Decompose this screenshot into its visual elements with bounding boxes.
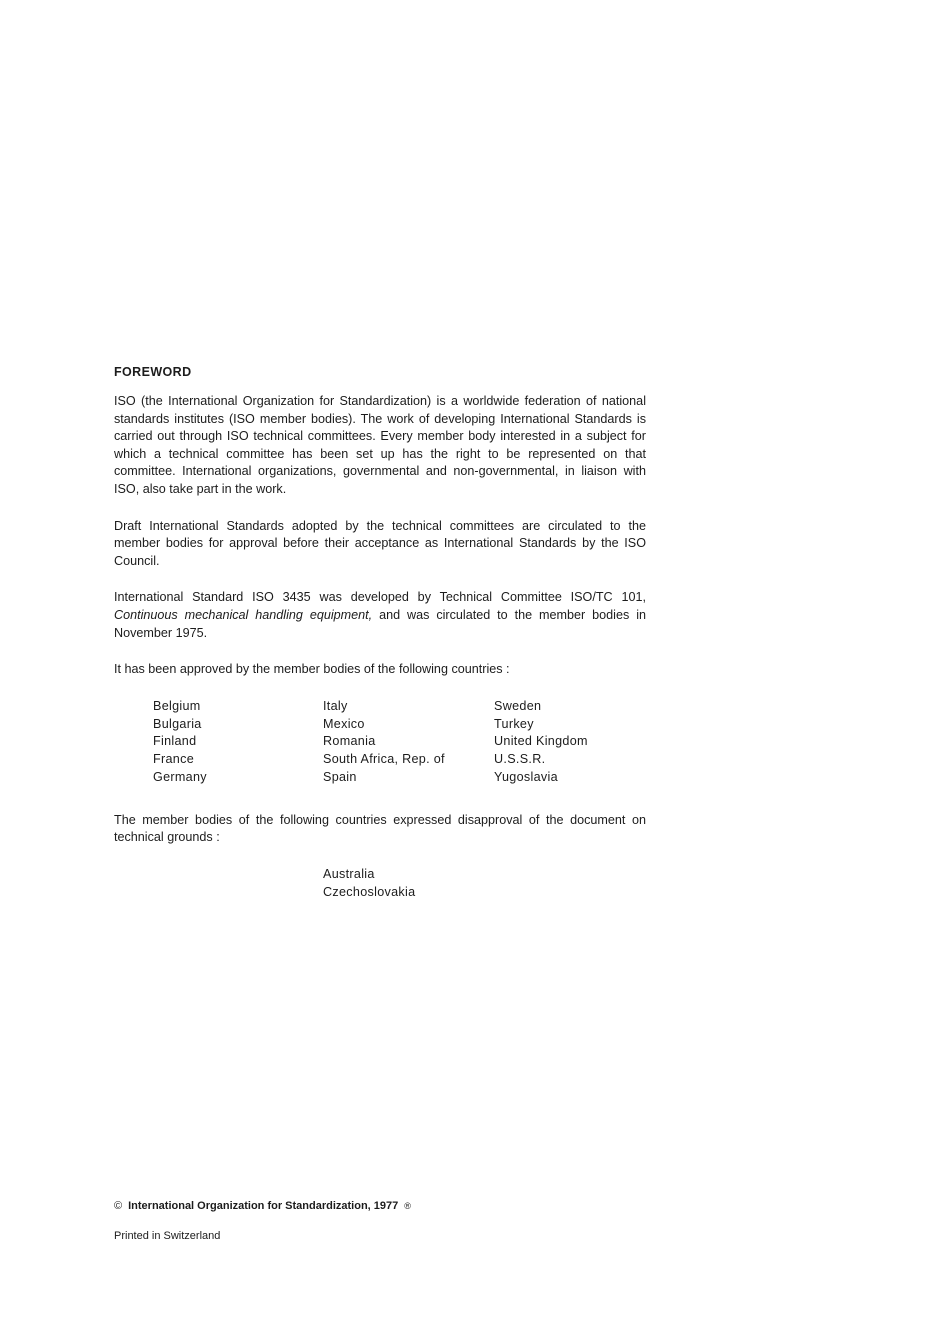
registered-mark: ® <box>404 1201 411 1211</box>
standard-info-text-start: International Standard ISO 3435 was developed by Technical Committee ISO/TC 101, <box>114 590 646 605</box>
disapproval-intro: The member bodies of the following countries expressed disapproval of the document on technical grounds : <box>114 812 646 845</box>
country-item: France <box>153 752 194 767</box>
country-item: South Africa, Rep. of <box>323 752 445 767</box>
approval-intro: It has been approved by the member bodies of the following countries : <box>114 662 510 677</box>
country-item: Romania <box>323 734 376 749</box>
country-item: U.S.S.R. <box>494 752 546 767</box>
copyright-notice <box>114 1200 411 1212</box>
country-item: Australia <box>323 866 375 881</box>
disapproval-countries-list <box>323 866 646 902</box>
approved-countries-column-1 <box>153 698 207 787</box>
country-item: Turkey <box>494 716 534 731</box>
country-item: Italy <box>323 698 348 713</box>
foreword-paragraph-drafts: Draft International Standards adopted by the technical committees are circulated to the member bodies for approval before their acceptance as International Standards by the ISO Council. <box>114 518 646 568</box>
country-item: Mexico <box>323 716 365 731</box>
copyright-text: International Organization for Standardization, 1977 <box>128 1200 399 1212</box>
approved-countries-column-3 <box>494 698 588 787</box>
country-item: Belgium <box>153 698 201 713</box>
copyright-symbol: © <box>114 1200 123 1212</box>
committee-title: Continuous mechanical handling equipment, <box>114 607 373 622</box>
foreword-heading: FOREWORD <box>114 365 192 379</box>
country-item: Czechoslovakia <box>323 884 416 899</box>
printed-in-notice: Printed in Switzerland <box>114 1230 221 1242</box>
country-item: Yugoslavia <box>494 769 558 784</box>
standard-info-text-end: and was circulated to the member bodies in November 1975. <box>114 607 646 640</box>
foreword-section <box>114 364 646 902</box>
country-item: Spain <box>323 769 357 784</box>
foreword-paragraph-iso-intro: ISO (the International Organization for Standardization) is a worldwide federation of national standards institutes (ISO member bodies). The work of developing International Standards is carried out through ISO technical committees. Every member body interested in a subject for which a technical committee has been set up has the right to be represented on that committee. International organizations, governmental and non-governmental, in liaison with ISO, also take part in the work. <box>114 394 646 496</box>
foreword-paragraph-standard-info <box>114 589 646 642</box>
country-item: Sweden <box>494 698 542 713</box>
country-item: Germany <box>153 769 207 784</box>
country-item: United Kingdom <box>494 734 588 749</box>
country-item: Bulgaria <box>153 716 202 731</box>
approved-countries-list <box>114 698 646 790</box>
approved-countries-column-2 <box>323 698 445 787</box>
country-item: Finland <box>153 734 197 749</box>
